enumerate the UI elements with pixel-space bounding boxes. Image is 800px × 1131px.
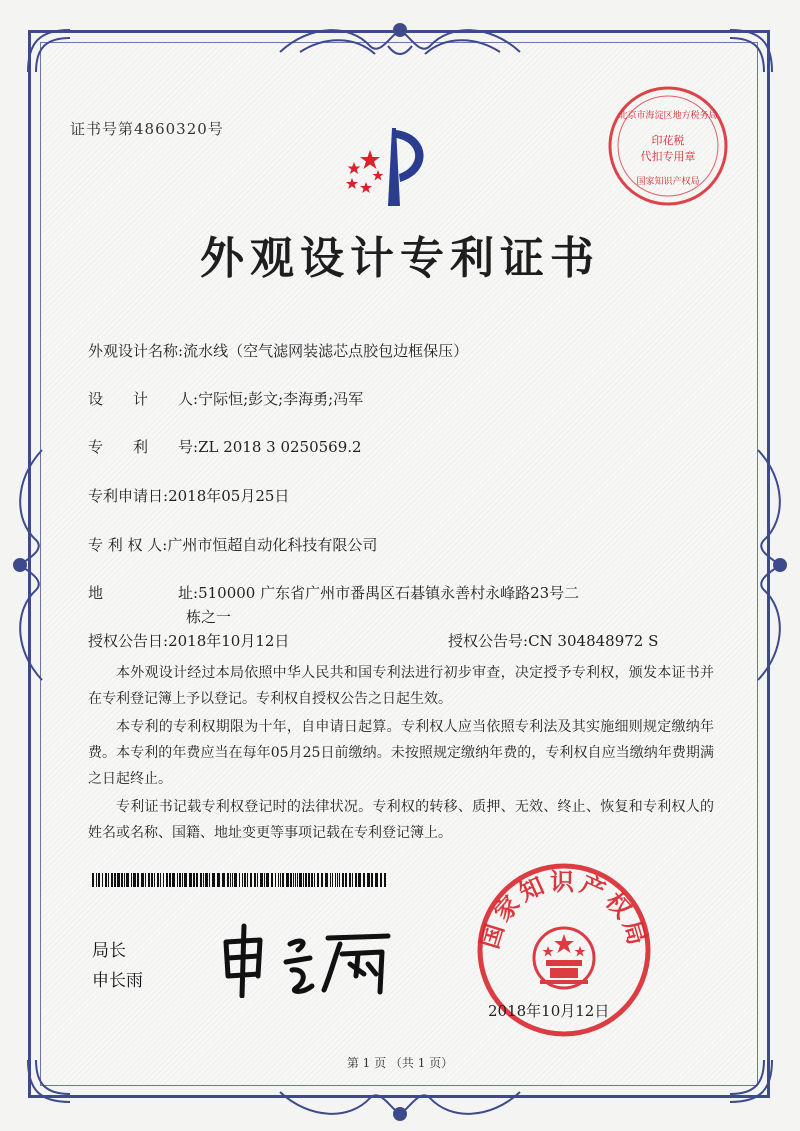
page-number: 第 1 页 （共 1 页） [346,1056,454,1070]
barcode-icon [92,873,390,887]
field-patentee [88,534,377,555]
seal-top-line4: 国家知识产权局 [636,177,700,187]
field-address [88,582,579,603]
field-value: 广州市恒超自动化科技有限公司 [167,536,378,554]
field-label: 授权公告号: [448,632,529,650]
director-name: 申长雨 [92,971,143,991]
field-value: ZL 2018 3 0250569.2 [198,438,362,456]
paragraph-legal-status: 专利证书记载专利权登记时的法律状况。专利权的转移、质押、无效、终止、恢复和专利权人的姓名或名称、国籍、地址变更等事项记载在专利登记簿上。 [88,799,714,841]
certificate-number: 证书号第4860320号 [70,120,224,138]
seal-bottom-text: 国家知识产权局 [474,866,654,952]
seal-top-line2: 印花税 [651,134,685,147]
right-ornament [748,440,794,690]
field-label: 专 利 权 人: [88,536,168,554]
field-address-line2 [186,606,231,627]
field-value: 2018年05月25日 [168,487,290,505]
director-title: 局长 [92,941,126,961]
paragraph-grant-notice: 本外观设计经过本局依照中华人民共和国专利法进行初步审查，决定授予专利权，颁发本证书并在专利登记簿上予以登记。专利权自授权公告之日起生效。 [88,665,714,707]
issue-date: 2018年10月12日 [488,1002,610,1020]
field-grant-date [88,630,289,651]
field-patent-number [88,436,362,457]
corner-ornament-tr [720,22,780,82]
left-ornament [6,440,52,690]
certificate-title: 外观设计专利证书 [200,233,600,284]
field-label: 授权公告日: [88,632,169,650]
field-label: 设 计 人: [88,390,199,408]
tax-stamp-seal [606,84,730,208]
field-label: 地 址: [88,584,199,602]
field-label: 专 利 号: [88,438,199,456]
field-label: 外观设计名称: [88,342,184,360]
field-value: 510000 广东省广州市番禺区石碁镇永善村永峰路23号二 [198,584,580,602]
field-grant-number [448,630,658,651]
corner-ornament-tl [20,22,80,82]
field-value: 宁际恒;彭文;李海勇;冯军 [198,390,364,408]
field-label: 专利申请日: [88,487,169,505]
field-designers [88,388,363,409]
seal-top-line1: 北京市海淀区地方税务局 [618,111,718,121]
paragraph-term-notice: 本专利的专利权期限为十年，自申请日起算。专利权人应当依照专利法及其实施细则规定缴纳年费。本专利的年费应当在每年05月25日前缴纳。未按照规定缴纳年费的，专利权自应当缴纳年费期满之日起终止。 [88,719,714,787]
field-value: 栋之一 [186,608,232,626]
field-value: 流水线（空气滤网装滤芯点胶包边框保压） [183,342,469,360]
cnipa-emblem-icon [330,120,450,215]
top-ornament [270,16,530,66]
seal-top-line3: 代扣专用章 [640,150,696,163]
field-value: CN 304848972 S [528,632,659,650]
director-signature [212,920,402,998]
bottom-ornament [270,1082,530,1128]
field-application-date [88,485,289,506]
field-value: 2018年10月12日 [168,632,290,650]
field-design-name [88,340,468,361]
